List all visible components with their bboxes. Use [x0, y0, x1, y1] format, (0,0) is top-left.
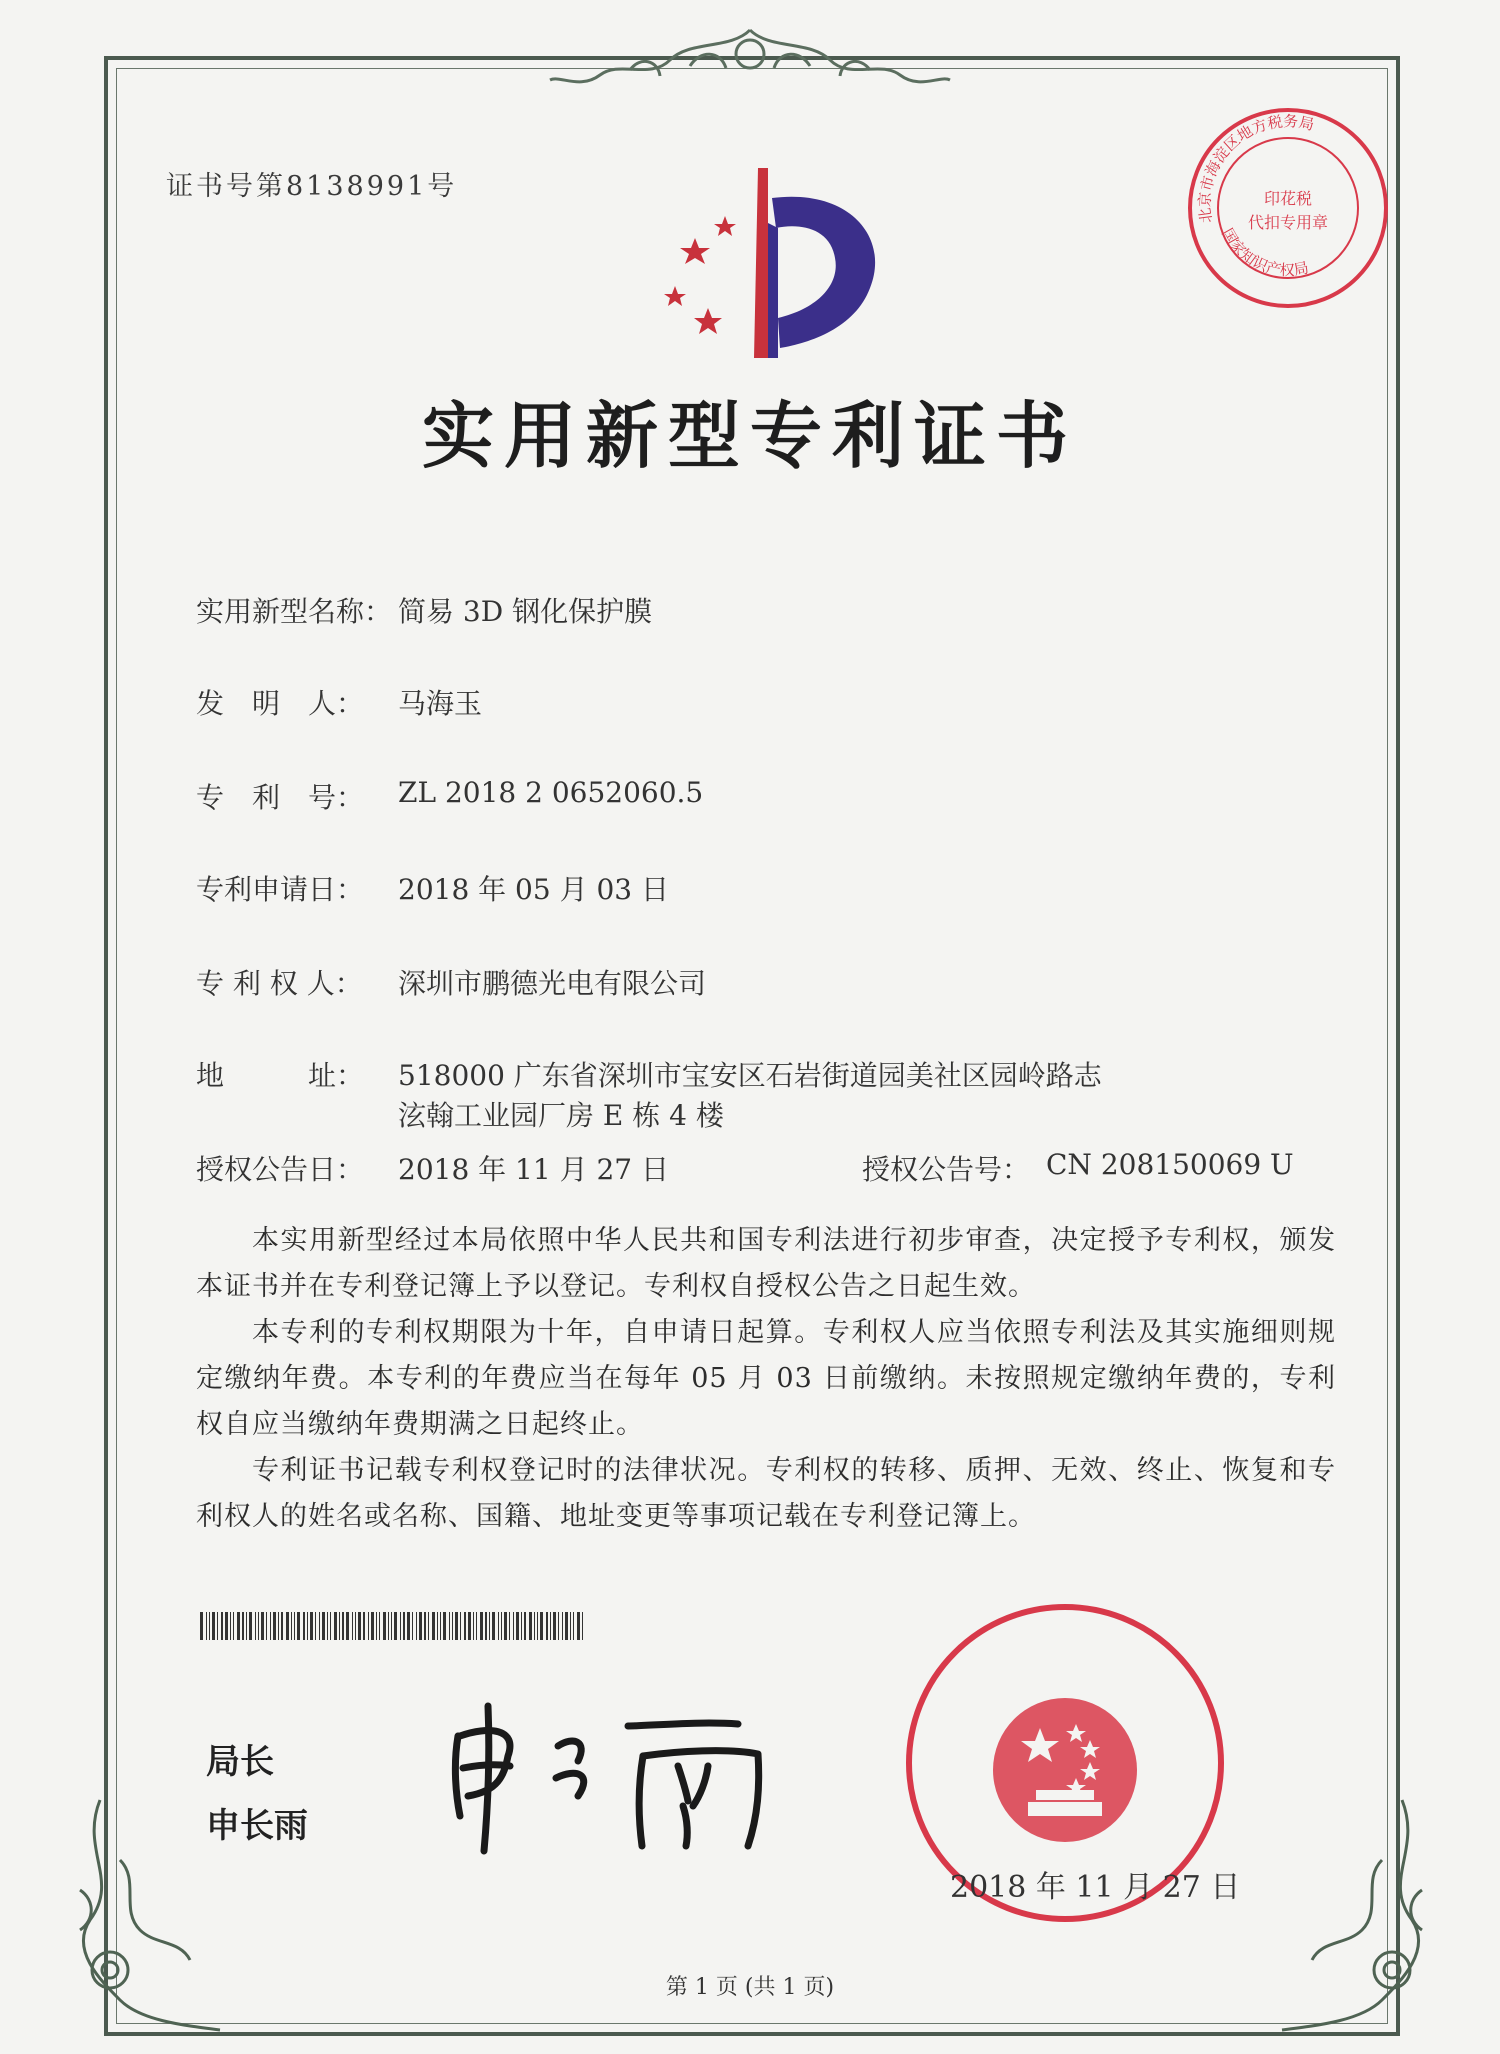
certificate-number: 证书号第8138991号 — [166, 171, 458, 202]
certificate-title: 实用新型专利证书 — [421, 393, 1078, 478]
field-value-patent-no: ZL 2018 2 0652060.5 — [398, 776, 704, 809]
field-value-grant-date: 2018 年 11 月 27 日 — [398, 1153, 670, 1186]
field-value-name: 简易 3D 钢化保护膜 — [398, 595, 653, 628]
field-label-filing-date: 专利申请日： — [196, 873, 365, 906]
svg-text:国家知识产权局 — [1218, 225, 1310, 279]
field-value-inventor: 马海玉 — [398, 687, 483, 720]
field-label-address: 地 址： — [196, 1059, 365, 1092]
field-label-grant-date: 授权公告日： — [196, 1153, 365, 1186]
field-value-filing-date: 2018 年 05 月 03 日 — [398, 873, 670, 906]
field-label-publication-no: 授权公告号： — [862, 1153, 1031, 1186]
cnipa-logo — [650, 168, 890, 368]
bottom-right-ornament — [1262, 1790, 1442, 2040]
director-title: 局长 — [206, 1742, 274, 1782]
stamp-inner-text-2: 代扣专用章 — [1247, 213, 1329, 232]
field-value-address-line-2: 泫翰工业园厂房 E 栋 4 楼 — [398, 1099, 724, 1132]
director-name: 申长雨 — [206, 1806, 308, 1846]
field-value-publication-no: CN 208150069 U — [1046, 1148, 1294, 1181]
field-label-name: 实用新型名称： — [196, 595, 393, 628]
stamp-bottom-text: 国家知识产权局 — [1218, 225, 1311, 280]
field-label-inventor: 发 明 人： — [196, 687, 365, 720]
field-value-patentee: 深圳市鹏德光电有限公司 — [398, 967, 707, 1000]
barcode — [200, 1612, 585, 1640]
page-indicator: 第 1 页 (共 1 页) — [665, 1975, 835, 2000]
tax-stamp — [1182, 102, 1394, 314]
body-paragraph-1: 本实用新型经过本局依照中华人民共和国专利法进行初步审查，决定授予专利权，颁发本证书并在专利登记簿上予以登记。专利权自授权公告之日起生效。 — [196, 1225, 1336, 1302]
director-signature — [438, 1696, 778, 1856]
field-label-patentee: 专 利 权 人： — [196, 967, 363, 1000]
body-paragraph-3: 专利证书记载专利权登记时的法律状况。专利权的转移、质押、无效、终止、恢复和专利权人的姓名或名称、国籍、地址变更等事项记载在专利登记簿上。 — [196, 1455, 1336, 1532]
body-paragraph-2: 本专利的专利权期限为十年，自申请日起算。专利权人应当依照专利法及其实施细则规定缴纳年费。本专利的年费应当在每年 05 月 03 日前缴纳。未按照规定缴纳年费的，专利权自应当缴纳年费期满之日起终止。 — [196, 1317, 1336, 1440]
top-ornament — [540, 20, 960, 100]
field-label-patent-no: 专 利 号： — [196, 781, 365, 814]
stamp-inner-text-1: 印花税 — [1263, 189, 1313, 208]
seal-date: 2018 年 11 月 27 日 — [950, 1870, 1241, 1905]
certificate-body — [196, 1218, 1336, 1540]
field-value-address-line-1: 518000 广东省深圳市宝安区石岩街道园美社区园岭路志 — [398, 1059, 1102, 1092]
stamp-ring-text: 北京市海淀区地方税务局 — [1195, 112, 1316, 225]
